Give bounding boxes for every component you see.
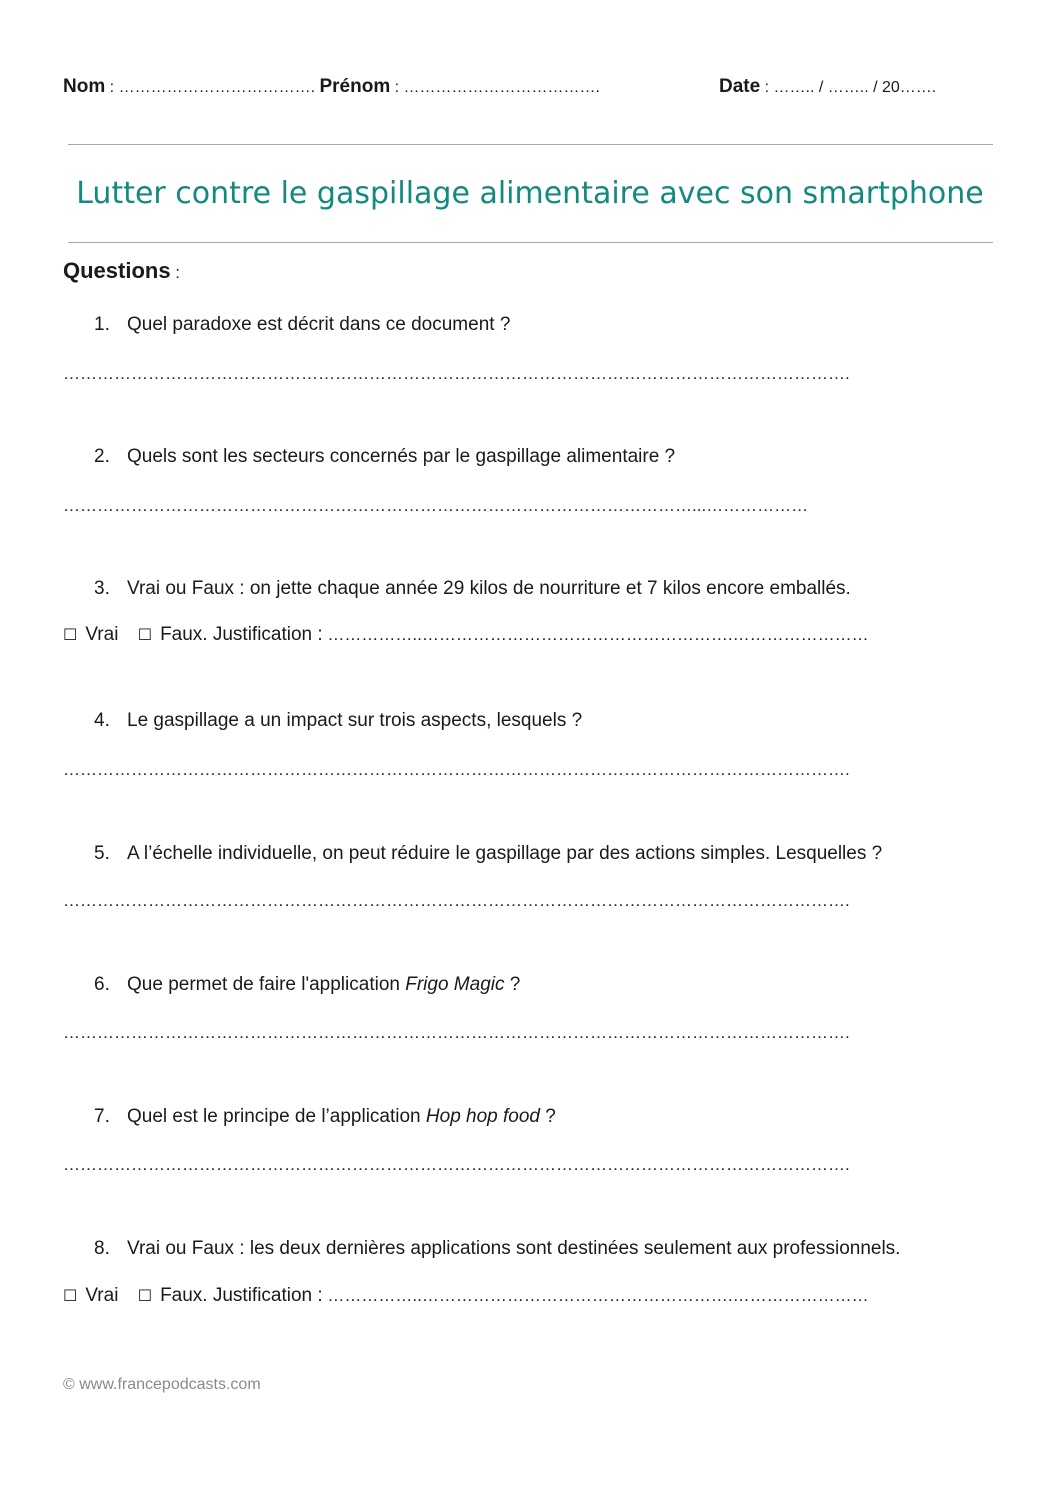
vrai-checkbox-icon[interactable]: ☐: [63, 627, 78, 644]
question-3: 3. Vrai ou Faux : on jette chaque année 29 kilos de nourriture et 7 kilos encore emballés.: [94, 578, 851, 599]
question-1: 1. Quel paradoxe est décrit dans ce document ?: [94, 314, 511, 335]
question-4: 4. Le gaspillage a un impact sur trois aspects, lesquels ?: [94, 710, 583, 731]
question-5: 5. A l’échelle individuelle, on peut réduire le gaspillage par des actions simples. Lesquelles ?: [94, 843, 883, 864]
justification-line-8[interactable]: ……………..……………………………………………….……………………: [322, 1286, 869, 1305]
page-title: Lutter contre le gaspillage alimentaire avec son smartphone: [76, 176, 984, 211]
faux-label: Faux. Justification :: [160, 624, 323, 645]
footer-copyright: © www.francepodcasts.com: [63, 1376, 261, 1393]
title-divider: [68, 242, 993, 243]
prenom-label: Prénom: [319, 76, 391, 97]
date-label: Date: [719, 76, 761, 97]
date-field[interactable]: : …….. / …….. / 20…….: [760, 79, 937, 96]
student-info-header: [63, 76, 600, 98]
true-false-3: [63, 624, 869, 646]
nom-field[interactable]: : ……………………………….: [105, 79, 320, 96]
faux-checkbox-icon[interactable]: ☐: [137, 1288, 153, 1305]
justification-line-3[interactable]: ……………..……………………………………………….……………………: [322, 625, 869, 644]
vrai-label: Vrai: [85, 1285, 119, 1306]
answer-line-2[interactable]: …………………………………………………………………………………………………...………………: [63, 496, 809, 515]
app-name-hop-hop-food: Hop hop food: [425, 1106, 540, 1127]
answer-line-4[interactable]: ………………………………………………………………………………………………………………………….: [63, 760, 850, 779]
questions-heading: [63, 258, 180, 284]
top-divider: [68, 144, 993, 145]
questions-heading-colon: :: [170, 263, 181, 282]
prenom-field[interactable]: : ……………………………….: [390, 79, 600, 96]
answer-line-6[interactable]: ………………………………………………………………………………………………………………………….: [63, 1023, 850, 1042]
question-7: 7. Quel est le principe de l’application Hop hop food ?: [94, 1106, 556, 1127]
app-name-frigo-magic: Frigo Magic: [405, 974, 505, 995]
nom-label: Nom: [63, 76, 106, 97]
vrai-label: Vrai: [85, 624, 119, 645]
faux-label: Faux. Justification :: [160, 1285, 323, 1306]
question-8: 8. Vrai ou Faux : les deux dernières applications sont destinées seulement aux professionnels.: [94, 1238, 901, 1259]
date-block: [719, 76, 936, 98]
questions-heading-label: Questions: [63, 258, 171, 283]
question-6: 6. Que permet de faire l'application Frigo Magic ?: [94, 974, 521, 995]
answer-line-7[interactable]: ………………………………………………………………………………………………………………………….: [63, 1155, 850, 1174]
true-false-8: [63, 1285, 869, 1307]
vrai-checkbox-icon[interactable]: ☐: [63, 1288, 78, 1305]
faux-checkbox-icon[interactable]: ☐: [137, 627, 153, 644]
answer-line-5[interactable]: ………………………………………………………………………………………………………………………….: [63, 891, 850, 910]
answer-line-1[interactable]: ………………………………………………………………………………………………………………………….: [63, 364, 850, 383]
question-2: 2. Quels sont les secteurs concernés par le gaspillage alimentaire ?: [94, 446, 676, 467]
